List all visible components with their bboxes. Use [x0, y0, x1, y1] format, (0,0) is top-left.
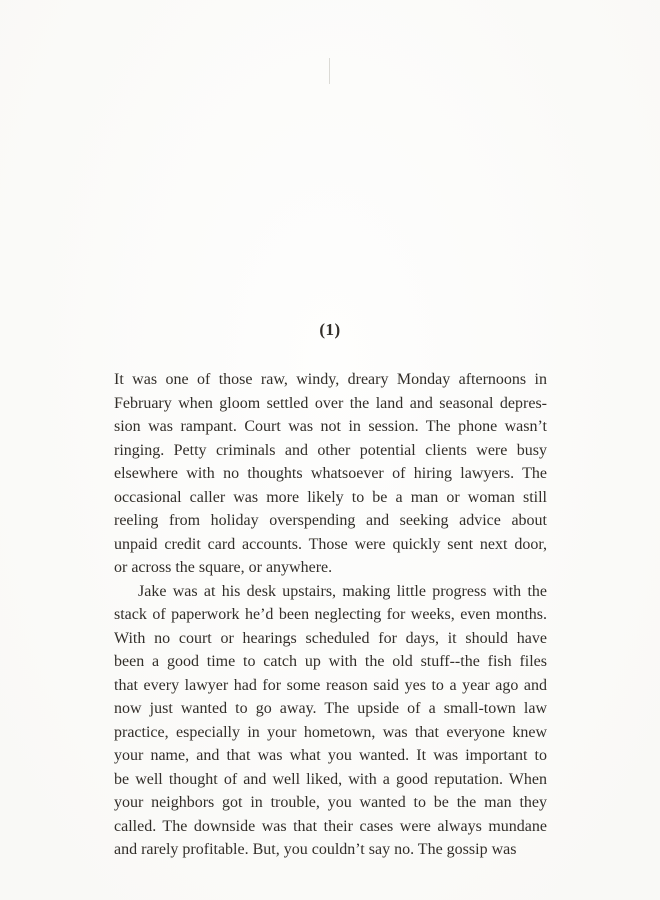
- text-line: your name, and that was what you wanted. It was important to: [114, 747, 547, 764]
- chapter-number: (1): [319, 320, 341, 339]
- text-line: Jake was at his desk upstairs, making little progress with the: [138, 582, 547, 600]
- paragraph: [114, 580, 547, 862]
- text-line: unpaid credit card accounts. Those were quickly sent next door,: [114, 535, 547, 553]
- text-line: called. The downside was that their cases were always mundane: [114, 817, 547, 835]
- text-line: that every lawyer had for some reason said yes to a year ago and: [114, 676, 547, 694]
- body-text: [114, 368, 547, 862]
- text-line: stack of paperwork he’d been neglecting for weeks, even months.: [114, 606, 547, 623]
- paragraph: [114, 368, 547, 580]
- text-line: practice, especially in your hometown, was that everyone knew: [114, 723, 547, 741]
- text-line: With no court or hearings scheduled for days, it should have: [114, 629, 547, 647]
- text-line: It was one of those raw, windy, dreary Monday afternoons in: [114, 371, 547, 388]
- text-line: now just wanted to go away. The upside of a small-town law: [114, 700, 547, 717]
- text-line: February when gloom settled over the land and seasonal depres-: [114, 394, 547, 412]
- text-line: your neighbors got in trouble, you wanted to be the man they: [114, 794, 547, 811]
- text-line: or across the square, or anywhere.: [114, 559, 333, 576]
- text-line: sion was rampant. Court was not in session. The phone wasn’t: [114, 418, 547, 435]
- text-line: been a good time to catch up with the old stuff--the fish files: [114, 653, 547, 670]
- scan-artifact: [329, 58, 330, 84]
- text-line: and rarely profitable. But, you couldn’t say no. The gossip was: [114, 841, 517, 858]
- text-line: occasional caller was more likely to be a man or woman still: [114, 488, 547, 506]
- text-line: reeling from holiday overspending and seeking advice about: [114, 512, 547, 529]
- text-line: be well thought of and well liked, with a good reputation. When: [114, 770, 547, 788]
- text-line: elsewhere with no thoughts whatsoever of hiring lawyers. The: [114, 465, 547, 482]
- text-line: ringing. Petty criminals and other potential clients were busy: [114, 441, 547, 459]
